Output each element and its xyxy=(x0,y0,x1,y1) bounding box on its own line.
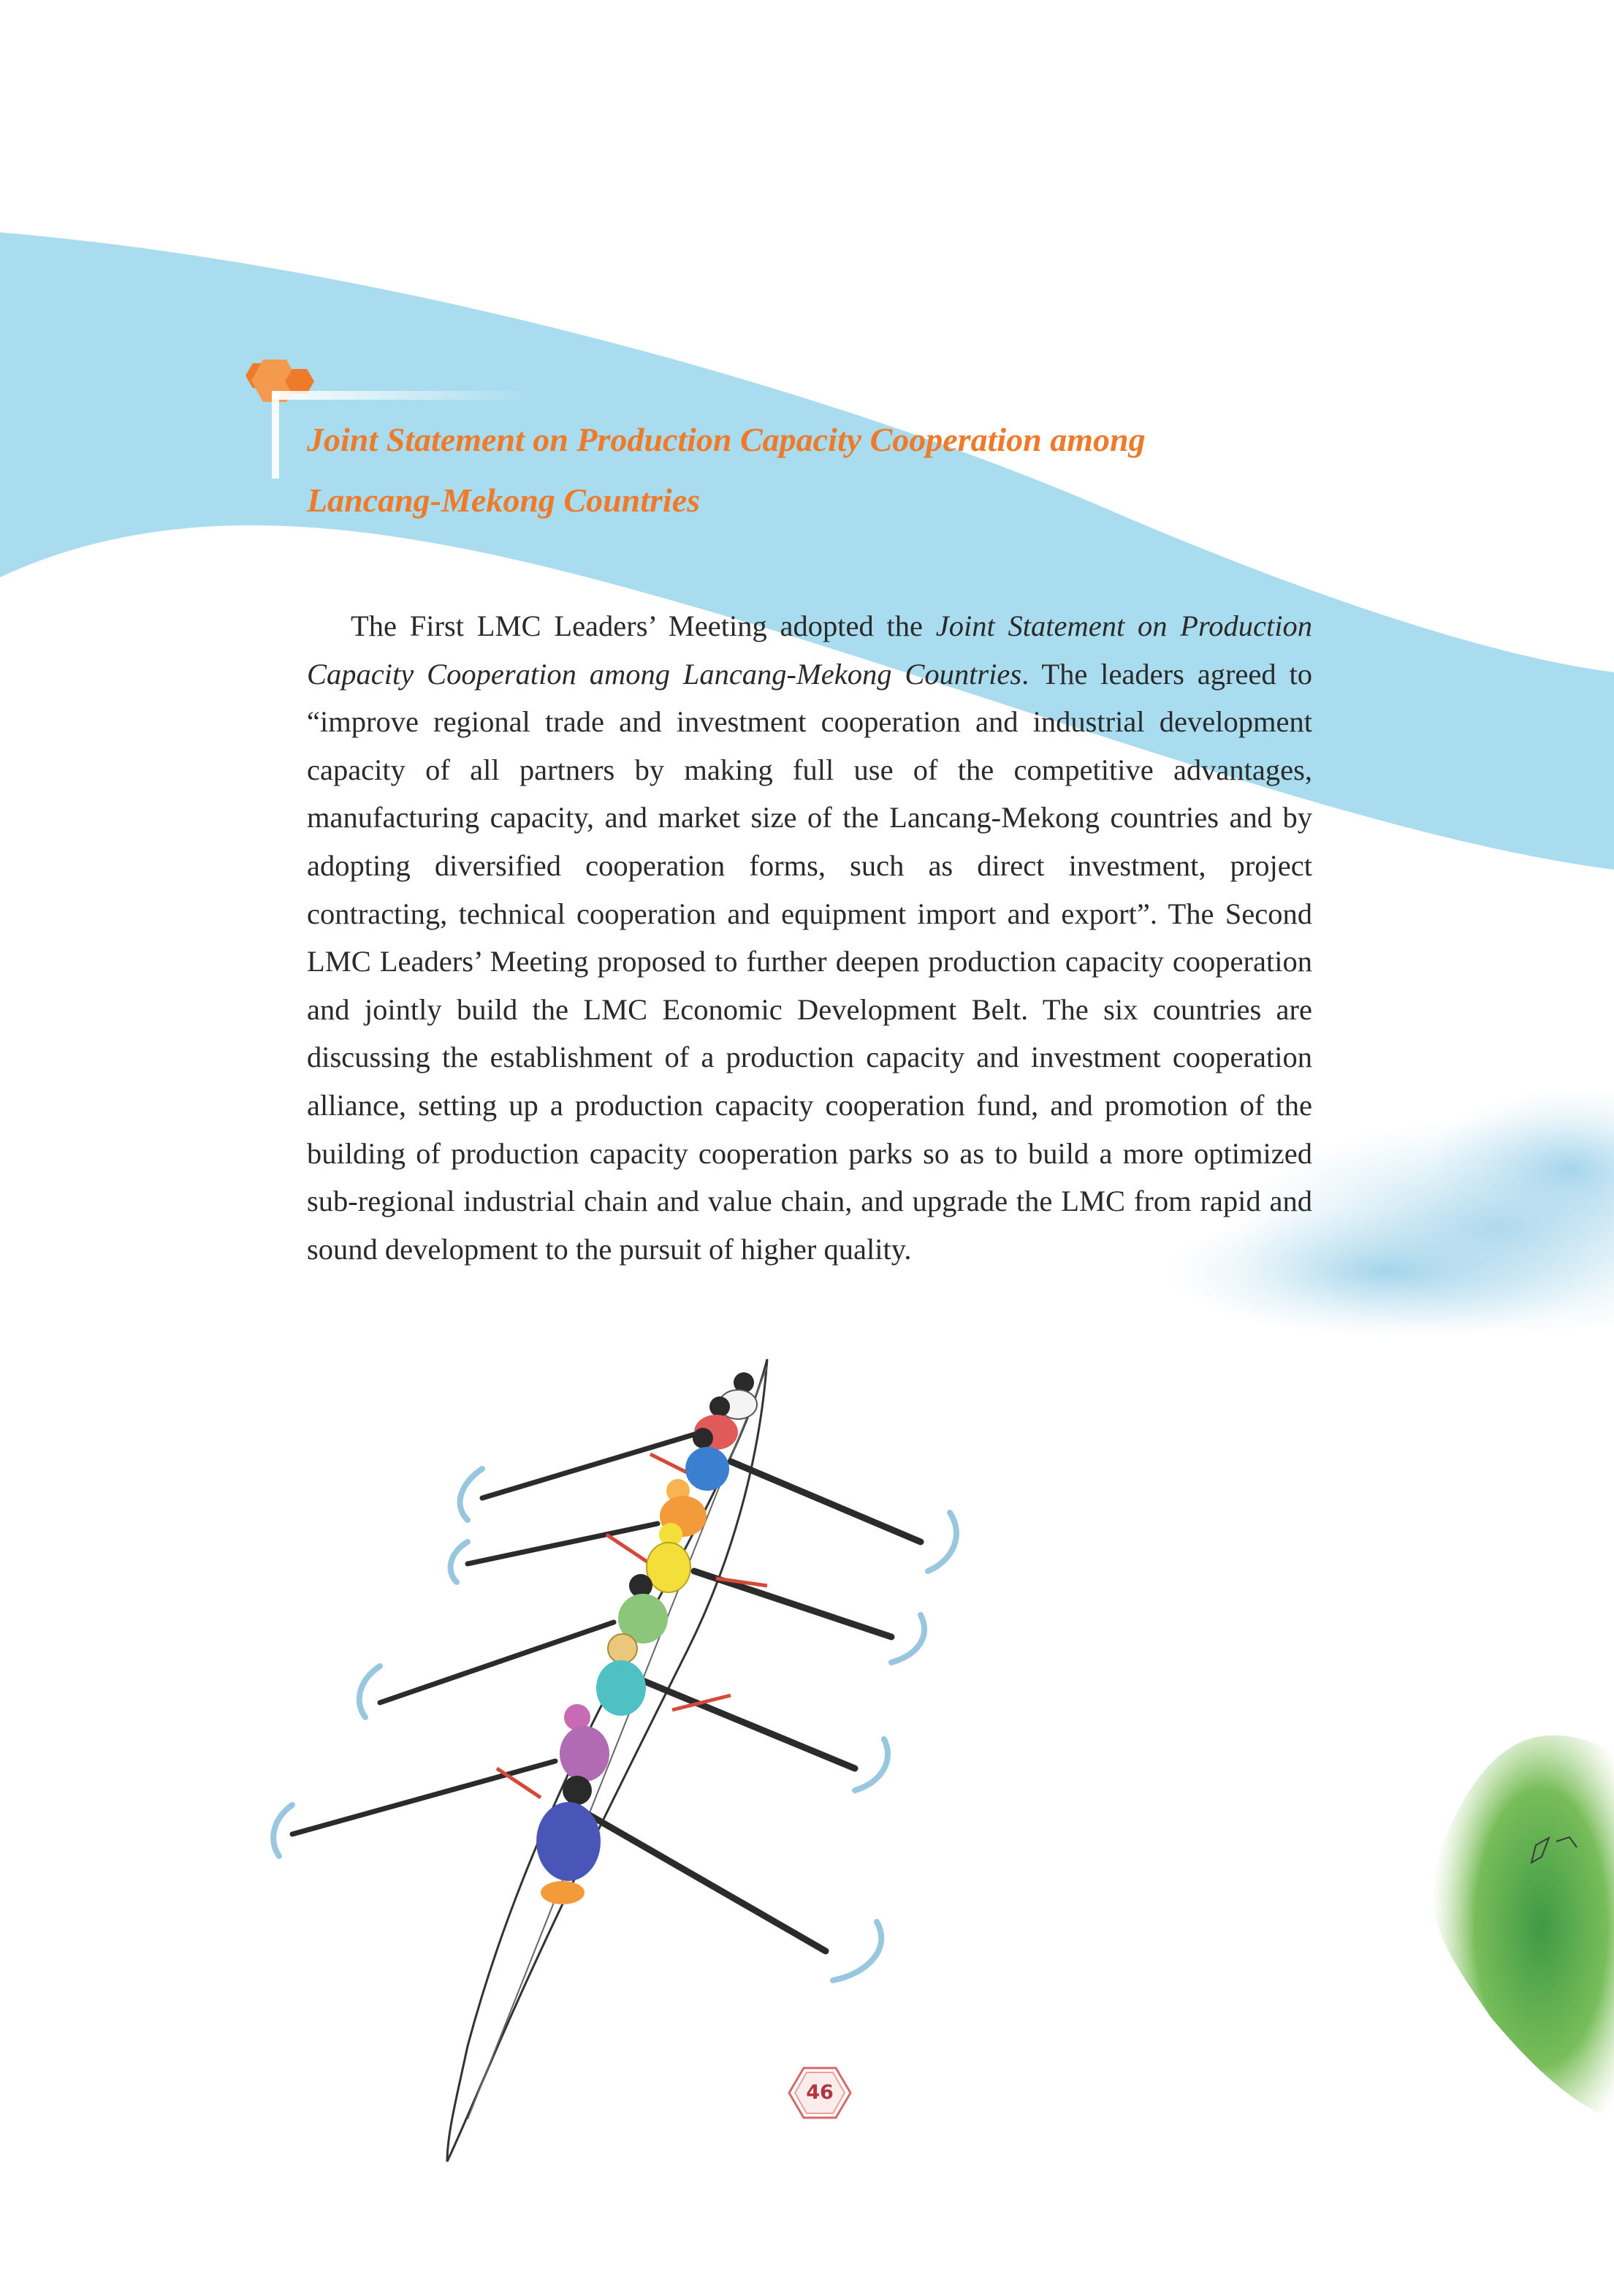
green-hill xyxy=(1431,1736,1614,2119)
page-number: 46 xyxy=(806,2081,834,2104)
title-line-2: Lancang-Mekong Countries xyxy=(307,482,701,519)
page-number-badge xyxy=(788,2065,852,2121)
body-italic-title: Joint Statement on Production Capacity Cooperation among Lancang-Mekong Countries xyxy=(307,609,1312,691)
rowing-illustration xyxy=(273,1359,956,2162)
section-heading xyxy=(241,351,1315,526)
title-line-1: Joint Statement on Production Capacity Cooperation among xyxy=(307,421,1146,458)
body-paragraph xyxy=(307,602,1312,1273)
section-title xyxy=(307,409,1322,531)
body-part-2: . The leaders agreed to “improve regional trade and investment cooperation and industrial development capacity of all partners by making full use of the competitive advantages, manufacturing capacity, and market size of the Lancang-Mekong countries and by adopting diversified cooperation forms, such as direct investment, project contracting, technical cooperation and equipment import and export”. The Second LMC Leaders’ Meeting proposed to further deepen production capacity cooperation and jointly build the LMC Economic Development Belt. The six countries are discussing the establishment of a production capacity and investment cooperation alliance, setting up a production capacity cooperation fund, and promotion of the building of production capacity cooperation parks so as to build a more optimized sub-regional industrial chain and value chain, and upgrade the LMC from rapid and sound development to the pursuit of higher quality. xyxy=(307,657,1312,1266)
body-part-1: The First LMC Leaders’ Meeting adopted the xyxy=(351,609,936,642)
